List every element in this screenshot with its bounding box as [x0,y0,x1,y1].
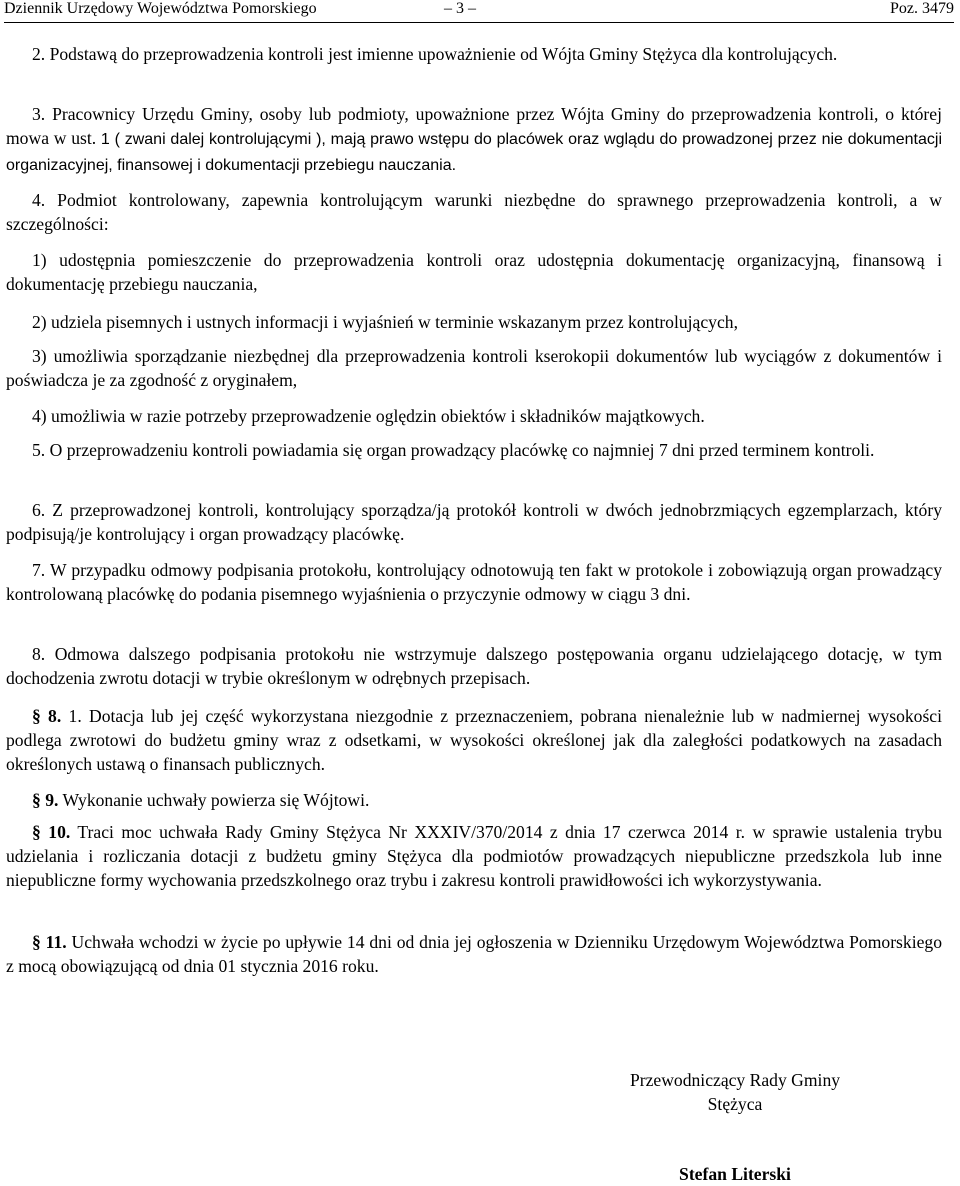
paragraph-8: 8. Odmowa dalszego podpisania protokołu nie wstrzymuje dalszego postępowania organu udzielającego dotację, w tym dochodzenia zwrotu dotacji w trybie określonym w odrębnych przepisach. [6,644,942,688]
paragraph-7: 7. W przypadku odmowy podpisania protokołu, kontrolujący odnotowują ten fakt w protokole i zobowiązują organ prowadzący kontrolowaną placówkę do podania pisemnego wyjaśnienia o przyczynie odmowy w ciągu 3 dni. [6,560,942,604]
list-item-1: 1) udostępnia pomieszczenie do przeprowadzenia kontroli oraz udostępnia dokumentację organizacyjną, finansową i dokumentację przebiegu nauczania, [6,250,942,294]
section-8-number: § 8. [32,706,62,726]
list-item-4: 4) umożliwia w razie potrzeby przeprowadzenie oględzin obiektów i składników majątkowych. [32,406,705,426]
section-9: § 9. Wykonanie uchwały powierza się Wójtowi. [32,790,370,810]
paragraph-3: 3. Pracownicy Urzędu Gminy, osoby lub podmioty, upoważnione przez Wójta Gminy do przeprowadzenia kontroli, o której mowa w ust. 1 ( zwani dalej kontrolującymi ), mają prawo wstępu do placówek oraz wglądu do prowadzonej przez nie dokumentacji organizacyjnej, finansowej i dokumentacji przebiegu nauczania. [6,104,943,174]
journal-title: Dziennik Urzędowy Województwa Pomorskiego [4,0,317,17]
signature-title: Przewodniczący Rady Gminy Stężyca [629,1070,841,1114]
header-divider [4,22,954,23]
section-10: § 10. Traci moc uchwała Rady Gminy Stężyca Nr XXXIV/370/2014 z dnia 17 czerwca 2014 r. w sprawie ustalenia trybu udzielania i rozliczania dotacji z budżetu gminy Stężyca dla podmiotów prowadzących niepubliczne przedszkola lub inne niepubliczne formy wychowania przedszkolnego oraz trybu i zakresu kontroli prawidłowości ich wykorzystywania. [6,822,942,890]
signature-name: Stefan Literski [679,1164,791,1184]
page-number: – 3 – [444,0,476,17]
list-item-3: 3) umożliwia sporządzanie niezbędnej dla przeprowadzenia kontroli kserokopii dokumentów lub wyciągów z dokumentów i poświadcza je za zgodność z oryginałem, [6,346,942,390]
page-header [4,0,954,18]
section-11: § 11. Uchwała wchodzi w życie po upływie 14 dni od dnia jej ogłoszenia w Dzienniku Urzędowym Województwa Pomorskiego z mocą obowiązującą od dnia 01 stycznia 2016 roku. [6,932,942,976]
paragraph-5: 5. O przeprowadzeniu kontroli powiadamia się organ prowadzący placówkę co najmniej 7 dni przed terminem kontroli. [32,440,875,460]
paragraph-4: 4. Podmiot kontrolowany, zapewnia kontrolującym warunki niezbędne do sprawnego przeprowadzenia kontroli, a w szczególności: [6,190,942,234]
position-number: Poz. 3479 [890,0,954,17]
paragraph-6: 6. Z przeprowadzonej kontroli, kontrolujący sporządza/ją protokół kontroli w dwóch jednobrzmiących egzemplarzach, który podpisują/je kontrolujący i organ prowadzący placówkę. [6,500,942,544]
list-item-2: 2) udziela pisemnych i ustnych informacji i wyjaśnień w terminie wskazanym przez kontrolujących, [32,312,738,332]
section-11-number: § 11. [32,932,67,952]
section-10-number: § 10. [32,822,71,842]
section-8: § 8. 1. Dotacja lub jej część wykorzystana niezgodnie z przeznaczeniem, pobrana nienależnie lub w nadmiernej wysokości podlega zwrotowi do budżetu gminy wraz z odsetkami, w wysokości określonej jak dla zaległości podatkowych na zasadach określonych ustawą o finansach publicznych. [6,706,943,774]
paragraph-2: 2. Podstawą do przeprowadzenia kontroli jest imienne upoważnienie od Wójta Gminy Stężyca dla kontrolujących. [32,44,838,64]
section-9-number: § 9. [32,790,59,810]
